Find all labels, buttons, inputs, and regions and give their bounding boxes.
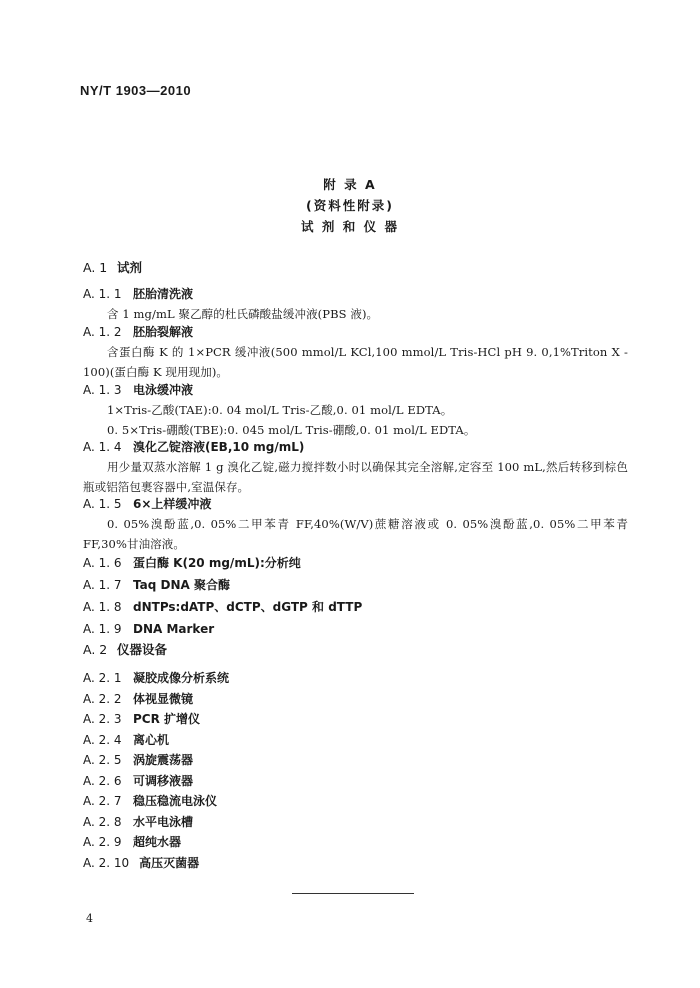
- equipment-title: 可调移液器: [133, 773, 194, 788]
- equipment-title: 离心机: [133, 732, 170, 747]
- equipment-item: [83, 832, 628, 853]
- equipment-number: A. 2. 9: [83, 835, 122, 849]
- equipment-title: 稳压稳流电泳仪: [133, 794, 218, 808]
- subsection-number: A. 1. 6: [83, 556, 122, 570]
- equipment-number: A. 2. 2: [83, 691, 122, 706]
- section-a1: [83, 258, 628, 278]
- subsection-number: A. 1. 8: [83, 600, 122, 614]
- section-number: A. 2: [83, 642, 108, 657]
- equipment-number: A. 2. 3: [83, 712, 122, 726]
- equipment-title: 体视显微镜: [133, 691, 194, 706]
- subsection-a1-1: [83, 284, 628, 324]
- subsection-title: 胚胎裂解液: [133, 325, 194, 339]
- equipment-number: A. 2. 7: [83, 794, 122, 808]
- subsection-a1-8: [83, 596, 628, 618]
- equipment-item: [83, 771, 628, 792]
- appendix-nature: (资料性附录): [306, 198, 394, 213]
- standard-code: NY/T 1903—2010: [80, 83, 192, 98]
- equipment-item: [83, 791, 628, 812]
- equipment-title: 涡旋震荡器: [133, 753, 194, 767]
- subsection-heading: [83, 284, 628, 304]
- subsection-list-a1-tail: [83, 552, 628, 640]
- section-a2: [83, 640, 628, 660]
- section-heading: [83, 258, 628, 278]
- equipment-number: A. 2. 4: [83, 732, 122, 747]
- subsection-number: A. 1. 7: [83, 578, 122, 592]
- equipment-list: [83, 668, 628, 873]
- subsection-a1-9: [83, 618, 628, 640]
- subsection-a1-5: [83, 494, 628, 554]
- subsection-a1-7: [83, 574, 628, 596]
- equipment-item: [83, 853, 628, 874]
- section-heading: [83, 640, 628, 660]
- subsection-title: 蛋白酶 K(20 mg/mL):分析纯: [133, 556, 301, 570]
- subsection-a1-2: [83, 322, 628, 382]
- equipment-title: 高压灭菌器: [139, 855, 200, 870]
- subsection-number: A. 1. 9: [83, 622, 122, 636]
- equipment-title: 凝胶成像分析系统: [133, 671, 230, 685]
- subsection-title: 6×上样缓冲液: [133, 497, 212, 511]
- equipment-item: [83, 668, 628, 689]
- equipment-item: [83, 812, 628, 833]
- equipment-number: A. 2. 6: [83, 773, 122, 788]
- page-number: 4: [86, 912, 93, 925]
- subsection-heading: [83, 494, 628, 514]
- subsection-title: 电泳缓冲液: [133, 383, 194, 397]
- body-text: 含蛋白酶 K 的 1×PCR 缓冲液(500 mmol/L KCl,100 mmol/L Tris-HCl pH 9. 0,1%Triton X - 100)(蛋白酶 K 现用现加)。: [83, 345, 628, 379]
- equipment-number: A. 2. 8: [83, 814, 122, 829]
- appendix-title: 附 录 A: [323, 177, 377, 192]
- subsection-heading: [83, 437, 628, 457]
- body-text: 1×Tris-乙酸(TAE):0. 04 mol/L Tris-乙酸,0. 01 mol/L EDTA。: [107, 403, 453, 417]
- section-title: 试剂: [117, 260, 143, 275]
- appendix-subtitle: 试 剂 和 仪 器: [301, 219, 399, 234]
- equipment-item: [83, 730, 628, 751]
- section-number: A. 1: [83, 260, 108, 275]
- subsection-title: Taq DNA 聚合酶: [133, 578, 230, 592]
- subsection-number: A. 1. 2: [83, 325, 122, 339]
- equipment-number: A. 2. 10: [83, 855, 130, 870]
- subsection-heading: [83, 322, 628, 342]
- subsection-title: dNTPs:dATP、dCTP、dGTP 和 dTTP: [133, 600, 363, 614]
- body-text: 用少量双蒸水溶解 1 g 溴化乙锭,磁力搅拌数小时以确保其完全溶解,定容至 100 mL,然后转移到棕色瓶或铝箔包裹容器中,室温保存。: [83, 460, 628, 494]
- subsection-heading: [83, 380, 628, 400]
- section-title: 仪器设备: [117, 642, 168, 657]
- body-text: 0. 05%溴酚蓝,0. 05%二甲苯青 FF,40%(W/V)蔗糖溶液或 0. 05%溴酚蓝,0. 05%二甲苯青 FF,30%甘油溶液。: [83, 517, 628, 551]
- equipment-number: A. 2. 5: [83, 753, 122, 767]
- subsection-title: DNA Marker: [133, 622, 215, 636]
- subsection-a1-3: [83, 380, 628, 440]
- equipment-item: [83, 750, 628, 771]
- subsection-title: 溴化乙锭溶液(EB,10 mg/mL): [133, 440, 305, 454]
- end-rule: [292, 893, 414, 894]
- equipment-item: [83, 709, 628, 730]
- equipment-title: 超纯水器: [133, 835, 182, 849]
- equipment-item: [83, 689, 628, 710]
- subsection-number: A. 1. 5: [83, 497, 122, 511]
- subsection-a1-4: [83, 437, 628, 497]
- subsection-a1-6: [83, 552, 628, 574]
- equipment-number: A. 2. 1: [83, 671, 122, 685]
- appendix-heading: [0, 174, 700, 237]
- body-text: 含 1 mg/mL 聚乙醇的杜氏磷酸盐缓冲液(PBS 液)。: [107, 307, 379, 321]
- subsection-title: 胚胎清洗液: [133, 287, 194, 301]
- equipment-title: 水平电泳槽: [133, 814, 194, 829]
- subsection-number: A. 1. 3: [83, 383, 122, 397]
- subsection-number: A. 1. 1: [83, 287, 122, 301]
- subsection-number: A. 1. 4: [83, 440, 122, 454]
- body-text: 0. 5×Tris-硼酸(TBE):0. 045 mol/L Tris-硼酸,0. 01 mol/L EDTA。: [107, 423, 476, 437]
- equipment-title: PCR 扩增仪: [133, 712, 201, 726]
